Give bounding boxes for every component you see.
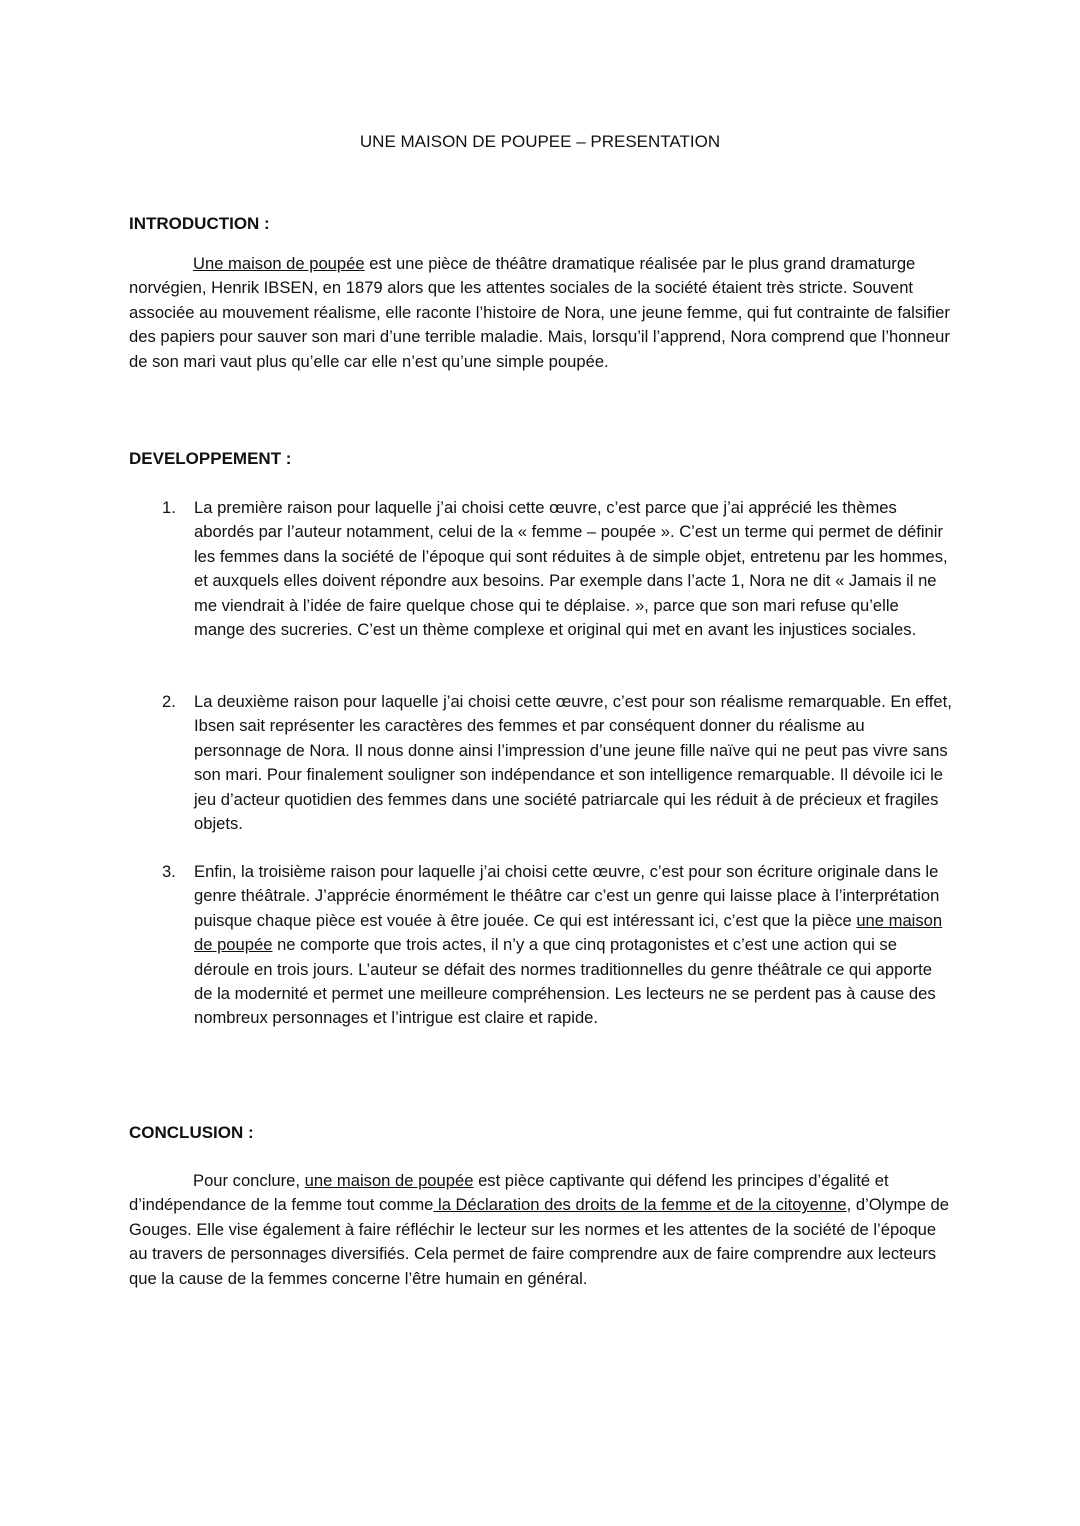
list-item-number: 2. bbox=[162, 692, 176, 711]
list-item-text-part: ne comporte que trois actes, il n’y a que cinq protagonistes et c’est une action qui se déroule en trois jours. L’auteur se défait des normes traditionnelles du genre théâtrale ce qui apporte de la modernité et permet une meilleure compréhension. Les lecteurs ne se perdent pas à cause des nombreux personnages et l’intrigue est claire et rapide. bbox=[194, 935, 936, 1028]
conclusion-text: Pour conclure, bbox=[193, 1171, 305, 1190]
list-item-text: La deuxième raison pour laquelle j’ai choisi cette œuvre, c’est pour son réalisme remarquable. En effet, Ibsen sait représenter les caractères des femmes et par conséquent donner du réalisme au personnage de Nora. Il nous donne ainsi l’impression d’une jeune fille naïve qui ne peut pas vivre sans son mari. Pour finalement souligner son indépendance et son intelligence remarquable. Il dévoile ici le jeu d’acteur quotidien des femmes dans une société patriarcale qui les réduit à de précieux et fragiles objets. bbox=[194, 692, 952, 834]
work-title-reference: une maison de poupée bbox=[194, 910, 943, 955]
list-item-number: 3. bbox=[162, 862, 176, 881]
declaration-title-reference: la Déclaration des droits de la femme et de la citoyenne bbox=[433, 1195, 847, 1215]
list-item bbox=[162, 496, 952, 642]
conclusion-heading: CONCLUSION : bbox=[129, 1123, 254, 1142]
work-title-reference: une maison de poupée bbox=[304, 1171, 474, 1190]
development-heading: DEVELOPPEMENT : bbox=[129, 449, 292, 468]
list-item-text-part: Enfin, la troisième raison pour laquelle j’ai choisi cette œuvre, c’est pour son écriture originale dans le genre théâtrale. J’apprécie énormément le théâtre car c’est un genre qui laisse place à l’interprétation puisque chaque pièce est vouée à être jouée. Ce qui est intéressant ici, c’est que la pièce bbox=[194, 862, 940, 930]
introduction-paragraph bbox=[129, 252, 951, 374]
list-item-number: 1. bbox=[162, 498, 176, 517]
list-item-text: La première raison pour laquelle j’ai choisi cette œuvre, c’est parce que j’ai apprécié les thèmes abordés par l’auteur notamment, celui de la « femme – poupée ». C’est un terme qui permet de définir les femmes dans la société de l’époque qui sont réduites à de simple objet, entretenu par les hommes, et auxquels elles doivent répondre aux besoins. Par exemple dans l’acte 1, Nora ne dit « Jamais il ne me viendrait à l’idée de faire quelque chose qui te déplaise. », parce que son mari refuse qu’elle mange des sucreries. C’est un thème complexe et original qui met en avant les injustices sociales. bbox=[194, 498, 948, 640]
work-title-reference: Une maison de poupée bbox=[193, 254, 365, 273]
list-item-text bbox=[194, 860, 952, 1031]
conclusion-paragraph bbox=[129, 1169, 951, 1291]
conclusion-text: est pièce captivante qui défend les principes d’égalité et d’indépendance de la femme tout comme bbox=[129, 1171, 889, 1215]
list-item bbox=[162, 690, 952, 836]
introduction-heading: INTRODUCTION : bbox=[129, 214, 270, 233]
introduction-text: est une pièce de théâtre dramatique réalisée par le plus grand dramaturge norvégien, Henrik IBSEN, en 1879 alors que les attentes sociales de la société étaient très stricte. Souvent associée au mouvement réalisme, elle raconte l’histoire de Nora, une jeune femme, qui fut contrainte de falsifier des papiers pour sauver son mari d’une terrible maladie. Mais, lorsqu’il l’apprend, Nora comprend que l’honneur de son mari vaut plus qu’elle car elle n’est qu’une simple poupée. bbox=[129, 254, 950, 371]
list-item bbox=[162, 860, 952, 1031]
conclusion-text: , d’Olympe de Gouges. Elle vise également à faire réfléchir le lecteur sur les normes et les attentes de la société de l’époque au travers de personnages diversifiés. Cela permet de faire comprendre aux de faire comprendre aux lecteurs que la cause de la femmes concerne l’être humain en général. bbox=[129, 1195, 950, 1288]
document-title: UNE MAISON DE POUPEE – PRESENTATION bbox=[359, 132, 721, 151]
